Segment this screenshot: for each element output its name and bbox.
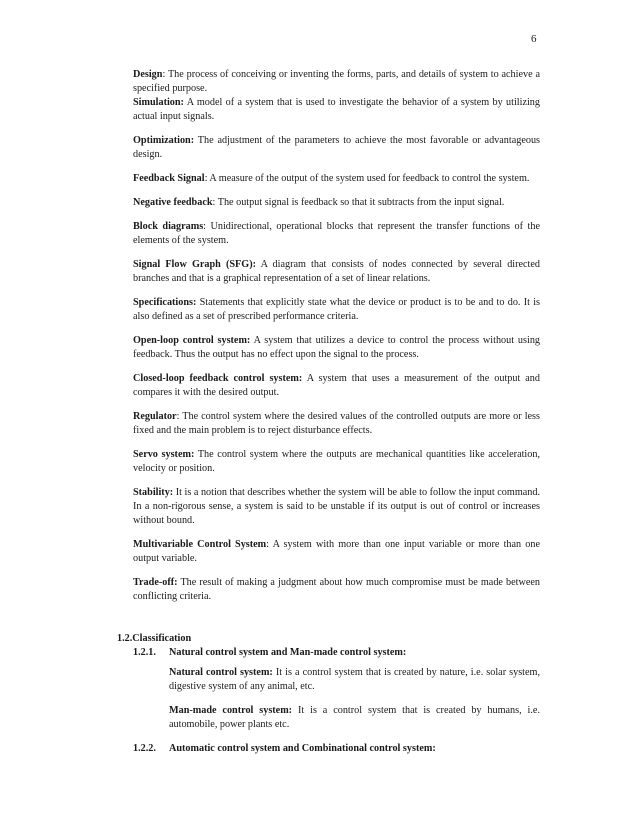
definition-closed-loop (133, 372, 540, 400)
definition-regulator: Regulator: The control system where the desired values of the controlled outputs are more or less fixed and the main problem is to reject disturbance effects. (133, 411, 540, 436)
definition-open-loop (133, 334, 540, 362)
definition-text: The adjustment of the parameters to achieve the most favorable or advantageous design. (133, 135, 540, 160)
definition-servo-system (133, 448, 540, 476)
definition-feedback-signal: Feedback Signal: A measure of the output of the system used for feedback to control the system. (133, 173, 530, 184)
definition-trade-off (133, 576, 540, 604)
subsection-title: Automatic control system and Combinational control system: (169, 743, 436, 755)
definition-text: A measure of the output of the system used for feedback to control the system. (207, 173, 530, 184)
subsection-heading-2 (117, 742, 540, 756)
page-number: 6 (531, 33, 537, 45)
definition-design: Design: The process of conceiving or inventing the forms, parts, and details of system to achieve a specified purpose. (133, 69, 540, 94)
term-label: Signal Flow Graph (SFG): (133, 259, 256, 270)
definition-negative-feedback: Negative feedback: The output signal is feedback so that it subtracts from the input signal. (133, 197, 505, 208)
definition-text: The control system where the desired values of the controlled outputs are more or less fixed and the main problem is to reject disturbance effects. (133, 411, 540, 436)
term-label: Open-loop control system: (133, 335, 251, 346)
definition-specifications (133, 296, 540, 324)
term-label: Negative feedback (133, 197, 213, 208)
section-heading: 1.2.Classification (117, 633, 192, 644)
term-label: Specifications: (133, 297, 197, 308)
definition-text: Statements that explicitly state what the device or product is to be and to do. It is also defined as a set of prescribed performance criteria. (133, 297, 540, 322)
definition-signal-flow-graph (133, 258, 540, 286)
definition-optimization (133, 134, 540, 162)
term-label: Design (133, 69, 163, 80)
subsection-heading-1 (117, 646, 540, 660)
term-label: Simulation: (133, 97, 184, 108)
definition-simulation (133, 96, 540, 124)
definition-text: The output signal is feedback so that it subtracts from the input signal. (215, 197, 505, 208)
definition-stability (133, 486, 540, 528)
man-made-control-paragraph (117, 704, 540, 732)
definition-text: A system that uses a measurement of the output and compares it with the desired output. (133, 373, 540, 398)
definitions-list (133, 68, 540, 604)
definition-text: It is a notion that describes whether the system will be able to follow the input command. In a non-rigorous sense, a system is said to be unstable if its output is out of control or increases without bound. (133, 487, 540, 526)
subsection-number: 1.2.2. (133, 743, 156, 755)
definition-text: A diagram that consists of nodes connected by several directed branches and that is a graphical representation of a set of linear relations. (133, 259, 541, 284)
definition-text: A system that utilizes a device to control the process without using feedback. Thus the output has no effect upon the signal to the process. (133, 335, 541, 360)
term-label: Optimization: (133, 135, 195, 146)
definition-text: It is a control system that is created by nature, i.e. solar system, digestive system of any animal, etc. (169, 667, 540, 692)
natural-control-paragraph (117, 666, 540, 694)
term-label: Block diagrams (133, 221, 204, 232)
term-label: Servo system: (133, 449, 195, 460)
subsection-title: Natural control system and Man-made control system: (169, 647, 407, 658)
term-label: Natural control system: (169, 667, 273, 678)
definition-text: The result of making a judgment about how much compromise must be made between conflicting criteria. (133, 577, 540, 602)
term-label: Closed-loop feedback control system: (133, 373, 303, 384)
definition-multivariable: Multivariable Control System: A system with more than one input variable or more than one output variable. (133, 539, 540, 564)
classification-section (117, 632, 540, 756)
definition-text: The process of conceiving or inventing the forms, parts, and details of system to achieve a specified purpose. (133, 69, 540, 94)
term-label: Trade-off: (133, 577, 178, 588)
term-label: Man-made control system: (169, 705, 293, 717)
definition-text: A system with more than one input variable or more than one output variable. (133, 539, 540, 564)
term-label: Feedback Signal (133, 173, 205, 184)
definition-text: Unidirectional, operational blocks that represent the transfer functions of the elements of the system. (133, 221, 540, 246)
definition-text: The control system where the outputs are mechanical quantities like acceleration, velocity or position. (133, 449, 540, 474)
definition-block-diagrams: Block diagrams: Unidirectional, operational blocks that represent the transfer functions of the elements of the system. (133, 221, 540, 246)
definition-text: A model of a system that is used to investigate the behavior of a system by utilizing actual input signals. (133, 97, 540, 122)
term-label: Stability: (133, 487, 174, 498)
term-label: Multivariable Control System (133, 539, 267, 550)
term-label: Regulator (133, 411, 177, 422)
subsection-number: 1.2.1. (133, 647, 156, 658)
definition-text: It is a control system that is created by humans, i.e. automobile, power plants etc. (169, 705, 540, 731)
